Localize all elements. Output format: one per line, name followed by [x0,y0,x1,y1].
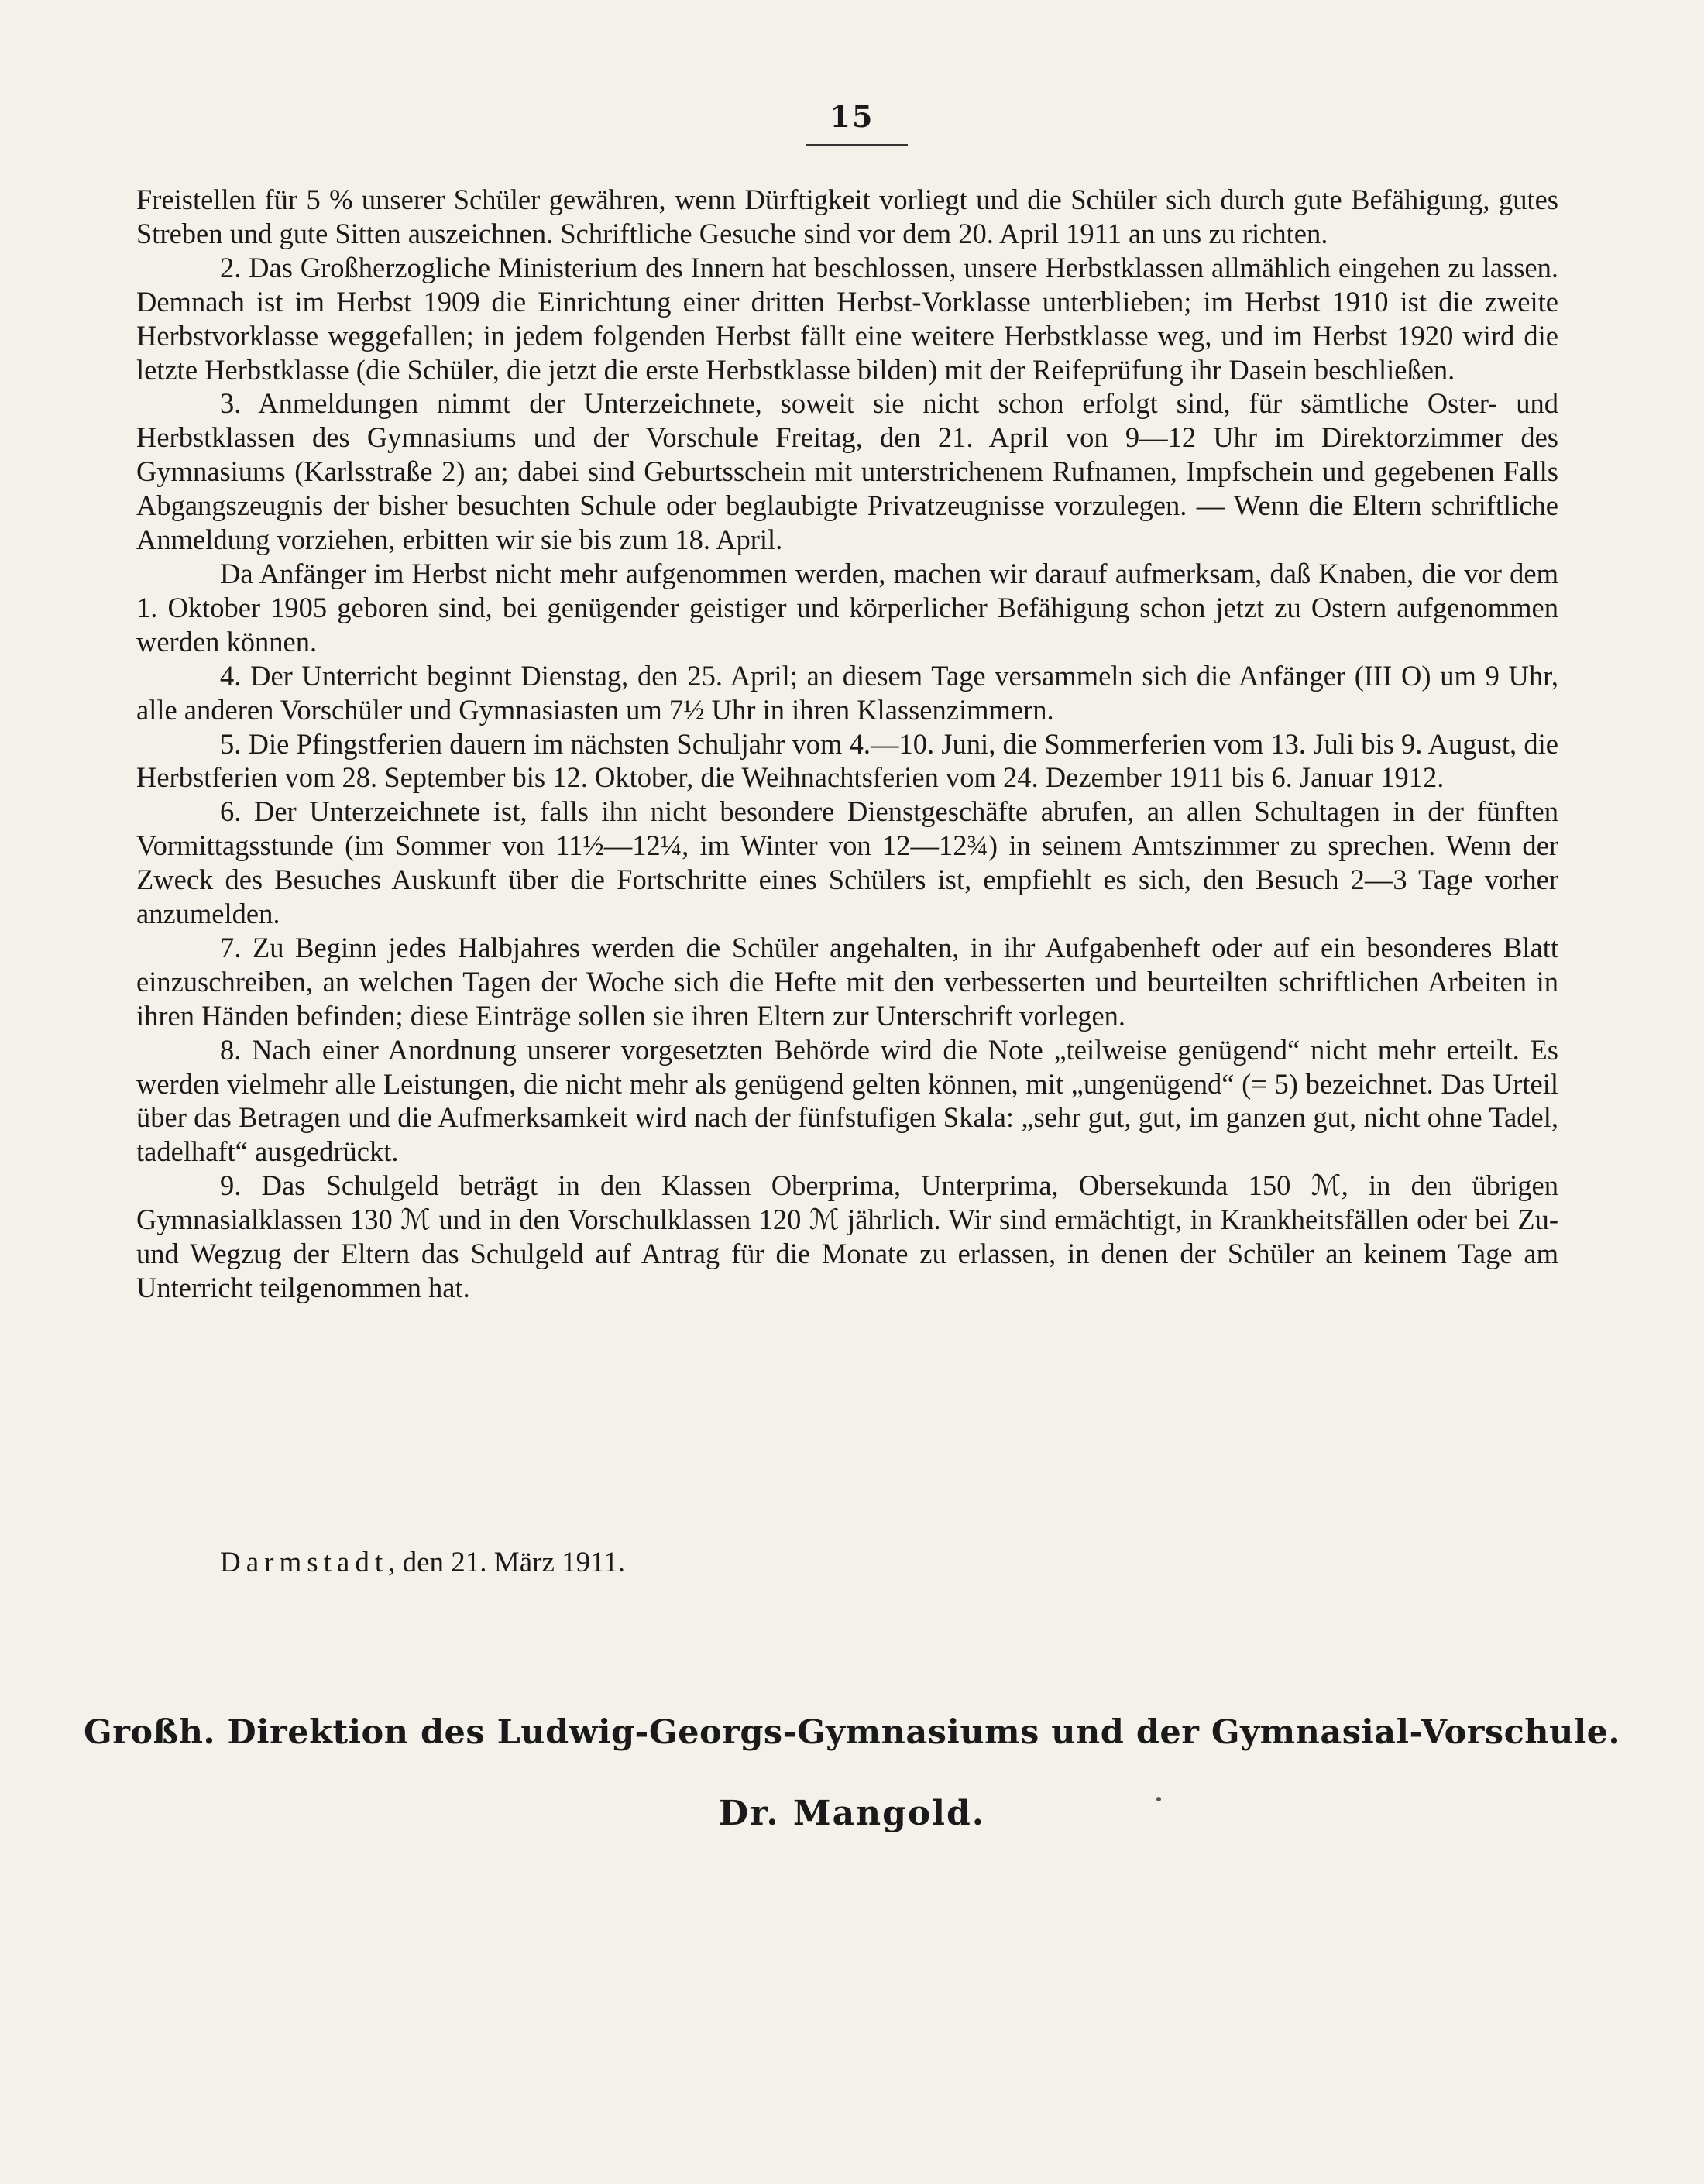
page-number: 15 [830,99,874,134]
paragraph-10: 9. Das Schulgeld beträgt in den Klassen Oberprima, Unterprima, Obersekunda 150 ℳ, in den übrigen Gymnasialklassen 130 ℳ und in den Vorschulklassen 120 ℳ jährlich. Wir sind ermächtigt, in Krankheitsfällen oder bei Zu- und Wegzug der Eltern das Schulgeld auf Antrag für die Monate zu erlassen, in denen der Schüler an keinem Tage am Unterricht teilgenommen hat. [136,1169,1558,1303]
dateline-date: , den 21. März 1911. [388,1547,625,1578]
paragraph-7: 6. Der Unterzeichnete ist, falls ihn nicht besondere Dienstgeschäfte abrufen, an allen Schultagen in der fünften Vormittagsstunde (im Sommer von 11½—12¼, im Winter von 12—12¾) in seinem Amtszimmer zu sprechen. Wenn der Zweck des Besuches Auskunft über die Fortschritte eines Schülers ist, empfiehlt es sich, den Besuch 2—3 Tage vorher anzumelden. [136,795,1558,930]
body-text [136,183,1558,1305]
paragraph-4: Da Anfänger im Herbst nicht mehr aufgenommen werden, machen wir darauf aufmerksam, daß Knaben, die vor dem 1. Oktober 1905 geboren sind, bei genügender geistiger und körperlicher Befähigung schon jetzt zu Ostern aufgenommen werden können. [136,557,1558,658]
paragraph-5: 4. Der Unterricht beginnt Dienstag, den 25. April; an diesem Tage versammeln sich die Anfänger (III O) um 9 Uhr, alle anderen Vorschüler und Gymnasiasten um 7½ Uhr in ihren Klassenzimmern. [136,659,1558,726]
dateline-place: Darmstadt [220,1547,389,1578]
dateline [220,1546,625,1579]
school-direction: Großh. Direktion des Ludwig-Georgs-Gymnasiums und der Gymnasial-Vorschule. [84,1713,1620,1752]
signature: Dr. Mangold. [718,1794,986,1833]
paragraph-8: 7. Zu Beginn jedes Halbjahres werden die Schüler angehalten, in ihr Aufgabenheft oder auf ein besonderes Blatt einzuschreiben, an welchen Tagen der Woche sich die Hefte mit den verbesserten und beurteilten schriftlichen Arbeiten in ihren Händen befinden; diese Einträge sollen sie ihren Eltern zur Unterschrift vorlegen. [136,931,1558,1032]
paragraph-6: 5. Die Pfingstferien dauern im nächsten Schuljahr vom 4.—10. Juni, die Sommerferien vom 13. Juli bis 9. August, die Herbstferien vom 28. September bis 12. Oktober, die Weihnachtsferien vom 24. Dezember 1911 bis 6. Januar 1912. [136,727,1558,794]
paragraph-1: Freistellen für 5 % unserer Schüler gewähren, wenn Dürftigkeit vorliegt und die Schüler sich durch gute Befähigung, gutes Streben und gute Sitten auszeichnen. Schriftliche Gesuche sind vor dem 20. April 1911 an uns zu richten. [136,184,1558,249]
page-number-rule [806,144,908,146]
ink-speck [1156,1797,1161,1801]
paragraph-9: 8. Nach einer Anordnung unserer vorgesetzten Behörde wird die Note „teilweise genügend“ nicht mehr erteilt. Es werden vielmehr alle Leistungen, die nicht mehr als genügend gelten können, mit „ungenügend“ (= 5) bezeichnet. Das Urteil über das Betragen und die Aufmerksamkeit wird nach der fünfstufigen Skala: „sehr gut, gut, im ganzen gut, nicht ohne Tadel, tadelhaft“ ausgedrückt. [136,1033,1558,1168]
paragraph-2: 2. Das Großherzogliche Ministerium des Innern hat beschlossen, unsere Herbstklassen allmählich eingehen zu lassen. Demnach ist im Herbst 1909 die Einrichtung einer dritten Herbst-Vorklasse unterblieben; im Herbst 1910 ist die zweite Herbstvorklasse weggefallen; in jedem folgenden Herbst fällt eine weitere Herbstklasse weg, und im Herbst 1920 wird die letzte Herbstklasse (die Schüler, die jetzt die erste Herbstklasse bilden) mit der Reifeprüfung ihr Dasein beschließen. [136,251,1558,386]
paragraph-3: 3. Anmeldungen nimmt der Unterzeichnete, soweit sie nicht schon erfolgt sind, für sämtliche Oster- und Herbstklassen des Gymnasiums und der Vorschule Freitag, den 21. April von 9—12 Uhr im Direktorzimmer des Gymnasiums (Karlsstraße 2) an; dabei sind Geburtsschein mit unterstrichenem Rufnamen, Impfschein und gegebenen Falls Abgangszeugnis der bisher besuchten Schule oder beglaubigte Privatzeugnisse vorzulegen. — Wenn die Eltern schriftliche Anmeldung vorziehen, erbitten wir sie bis zum 18. April. [136,387,1558,556]
